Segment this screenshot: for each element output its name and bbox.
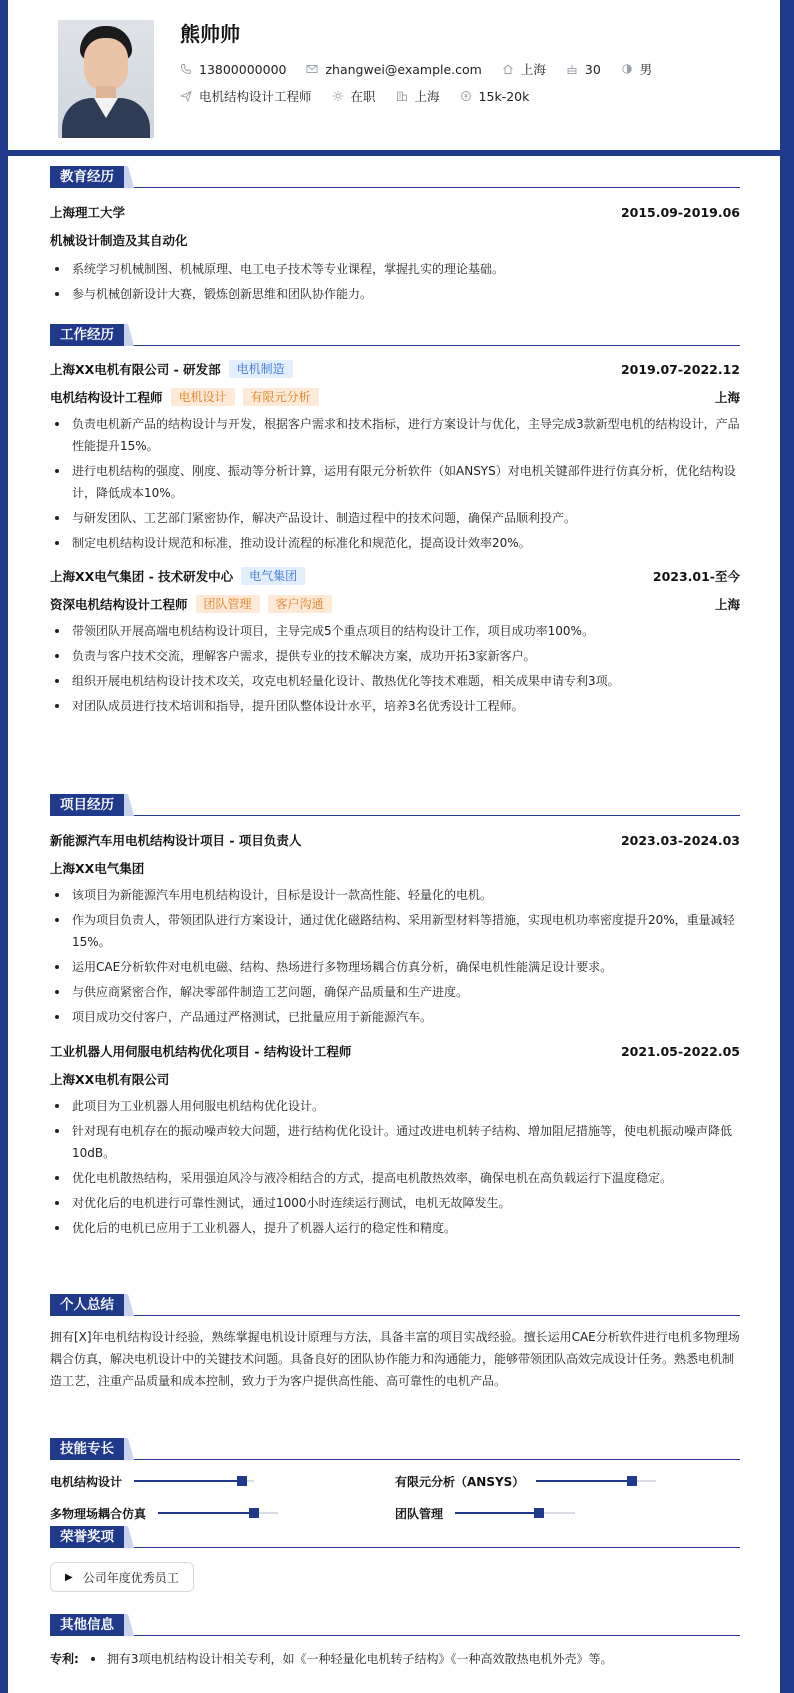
list-item: 此项目为工业机器人用伺服电机结构优化设计。 — [50, 1095, 740, 1117]
list-item: 运用CAE分析软件对电机电磁、结构、热场进行多物理场耦合仿真分析，确保电机性能满足设计要求。 — [50, 956, 740, 978]
gender-icon — [621, 63, 633, 75]
project-section — [50, 790, 740, 1239]
skill-name: 有限元分析（ANSYS） — [395, 1474, 525, 1489]
skill-level-bar — [158, 1512, 278, 1514]
contact-row — [180, 60, 672, 78]
position-item — [180, 87, 312, 105]
location-text: 上海 — [520, 62, 546, 77]
skill-tag: 客户沟通 — [268, 595, 332, 613]
mail-icon — [306, 63, 318, 75]
work-company-row — [50, 566, 740, 586]
work-section — [50, 320, 740, 717]
skill-item — [50, 1470, 395, 1492]
section-header — [50, 1290, 740, 1316]
gender-text: 男 — [639, 62, 653, 77]
job-title: 资深电机结构设计工程师 — [50, 597, 188, 612]
resume-body — [8, 156, 780, 1693]
skill-level-bar — [455, 1512, 575, 1514]
candidate-name: 熊帅帅 — [180, 22, 240, 46]
section-header — [50, 162, 740, 188]
building-icon — [396, 90, 408, 102]
education-section — [50, 162, 740, 305]
other-section — [50, 1610, 740, 1670]
avatar — [58, 20, 154, 138]
list-item: 项目成功交付客户，产品通过严格测试，已批量应用于新能源汽车。 — [50, 1006, 740, 1028]
project-name: 新能源汽车用电机结构设计项目 - 项目负责人 — [50, 833, 302, 848]
project-bullets — [50, 1095, 740, 1239]
project-item — [50, 830, 740, 1028]
section-title: 技能专长 — [50, 1438, 124, 1460]
company-tag: 电气集团 — [241, 567, 305, 585]
cake-icon — [566, 63, 578, 75]
project-org-row — [50, 1069, 740, 1089]
project-org: 上海XX电气集团 — [50, 861, 145, 876]
section-header — [50, 1610, 740, 1636]
work-title-row — [50, 594, 740, 614]
section-title: 个人总结 — [50, 1294, 124, 1316]
education-major-row — [50, 230, 740, 250]
location-item — [502, 60, 546, 78]
education-period: 2015.09-2019.06 — [620, 204, 740, 220]
work-item — [50, 359, 740, 554]
list-item: 参与机械创新设计大赛，锻炼创新思维和团队协作能力。 — [50, 283, 740, 305]
status-text: 在职 — [350, 89, 376, 104]
school-name: 上海理工大学 — [50, 205, 126, 220]
skill-level-knob — [627, 1476, 637, 1486]
skill-level-bar — [536, 1480, 656, 1482]
list-item: 优化电机散热结构，采用强迫风冷与液冷相结合的方式，提高电机散热效率，确保电机在高负载运行下温度稳定。 — [50, 1167, 740, 1189]
project-org-row — [50, 858, 740, 878]
patent-text: 拥有3项电机结构设计相关专利，如《一种轻量化电机转子结构》《一种高效散热电机外壳》等。 — [106, 1652, 613, 1666]
award-name: 公司年度优秀员工 — [82, 1570, 179, 1585]
list-item: 优化后的电机已应用于工业机器人，提升了机器人运行的稳定性和精度。 — [50, 1217, 740, 1239]
section-header — [50, 1522, 740, 1548]
awards-list — [50, 1562, 740, 1592]
section-header — [50, 1434, 740, 1460]
work-period: 2019.07-2022.12 — [620, 361, 740, 377]
project-org: 上海XX电机有限公司 — [50, 1072, 170, 1087]
left-accent-bar — [0, 0, 8, 150]
work-period: 2023.01-至今 — [652, 569, 740, 584]
work-city: 上海 — [714, 390, 740, 405]
section-title: 工作经历 — [50, 324, 124, 346]
coin-icon — [460, 90, 472, 102]
skill-level-bar — [134, 1480, 254, 1482]
project-top-row — [50, 830, 740, 850]
list-item: 与研发团队、工艺部门紧密协作，解决产品设计、制造过程中的技术问题，确保产品顺利投产。 — [50, 507, 740, 529]
email-item — [306, 62, 481, 77]
job-title: 电机结构设计工程师 — [50, 390, 163, 405]
skill-level-knob — [534, 1508, 544, 1518]
project-item — [50, 1041, 740, 1239]
play-icon: ▶ — [65, 1571, 73, 1583]
list-item: 组织开展电机结构设计技术攻关，攻克电机轻量化设计、散热优化等技术难题，相关成果申请专利3项。 — [50, 670, 740, 692]
section-title: 荣誉奖项 — [50, 1526, 124, 1548]
work-bullets — [50, 413, 740, 554]
major-name: 机械设计制造及其自动化 — [50, 233, 188, 248]
project-bullets — [50, 884, 740, 1028]
age-item — [566, 62, 601, 77]
job-intent-row — [180, 87, 549, 105]
skill-level-knob — [237, 1476, 247, 1486]
email-text: zhangwei@example.com — [325, 61, 482, 77]
bullet-dot — [91, 1657, 95, 1661]
summary-text: 拥有[X]年电机结构设计经验，熟练掌握电机设计原理与方法，具备丰富的项目实战经验。擅长运用CAE分析软件进行电机多物理场耦合仿真，解决电机设计中的关键技术问题。具备良好的团队协作能力和沟通能力，能够带领团队高效完成设计任务。熟悉电机制造工艺，注重产品质量和成本控制，致力于为客户提供高性能、高可靠性的电机产品。 — [50, 1330, 740, 1388]
phone-icon — [180, 63, 192, 75]
list-item: 作为项目负责人，带领团队进行方案设计，通过优化磁路结构、采用新型材料等措施，实现电机功率密度提升20%，重量减轻15%。 — [50, 909, 740, 953]
company-name: 上海XX电机有限公司 - 研发部 — [50, 362, 221, 377]
phone-item — [180, 62, 286, 77]
status-item — [332, 87, 376, 105]
skill-item — [395, 1470, 740, 1492]
patent-row — [50, 1648, 740, 1670]
list-item: 针对现有电机存在的振动噪声较大问题，进行结构优化设计。通过改进电机转子结构、增加阻尼措施等，使电机振动噪声降低10dB。 — [50, 1120, 740, 1164]
summary-section — [50, 1290, 740, 1392]
skill-name: 多物理场耦合仿真 — [50, 1506, 147, 1521]
awards-section — [50, 1522, 740, 1592]
project-period: 2023.03-2024.03 — [620, 832, 740, 848]
list-item: 负责与客户技术交流，理解客户需求，提供专业的技术解决方案，成功开拓3家新客户。 — [50, 645, 740, 667]
work-company-row — [50, 359, 740, 379]
skills-section — [50, 1434, 740, 1524]
resume-header — [0, 0, 794, 150]
section-header — [50, 320, 740, 346]
skills-grid — [50, 1470, 740, 1524]
skill-tag: 电机设计 — [171, 388, 235, 406]
position-text: 电机结构设计工程师 — [199, 89, 312, 104]
skill-name: 团队管理 — [395, 1506, 444, 1521]
work-item — [50, 566, 740, 717]
salary-text: 15k-20k — [478, 88, 530, 104]
section-title: 教育经历 — [50, 166, 124, 188]
send-icon — [180, 90, 192, 102]
project-top-row — [50, 1041, 740, 1061]
home-icon — [502, 63, 514, 75]
company-tag: 电机制造 — [229, 360, 293, 378]
list-item: 该项目为新能源汽车用电机结构设计，目标是设计一款高性能、轻量化的电机。 — [50, 884, 740, 906]
list-item: 制定电机结构设计规范和标准，推动设计流程的标准化和规范化，提高设计效率20%。 — [50, 532, 740, 554]
work-title-row — [50, 387, 740, 407]
list-item: 对优化后的电机进行可靠性测试，通过1000小时连续运行测试，电机无故障发生。 — [50, 1192, 740, 1214]
skill-level-knob — [249, 1508, 259, 1518]
section-title: 项目经历 — [50, 794, 124, 816]
gender-item — [621, 60, 653, 78]
gear-icon — [332, 90, 344, 102]
work-city: 上海 — [714, 597, 740, 612]
skill-tag: 团队管理 — [196, 595, 260, 613]
work-bullets — [50, 620, 740, 717]
target-city-text: 上海 — [414, 89, 440, 104]
skill-item — [395, 1502, 740, 1524]
phone-text: 13800000000 — [199, 61, 287, 77]
education-top-row — [50, 202, 740, 222]
right-accent-bar — [780, 0, 794, 150]
section-title: 其他信息 — [50, 1614, 124, 1636]
list-item: 与供应商紧密合作，解决零部件制造工艺问题，确保产品质量和生产进度。 — [50, 981, 740, 1003]
project-name: 工业机器人用伺服电机结构优化项目 - 结构设计工程师 — [50, 1044, 352, 1059]
skill-name: 电机结构设计 — [50, 1474, 123, 1489]
patent-label: 专利: — [50, 1652, 79, 1666]
section-header — [50, 790, 740, 816]
list-item: 负责电机新产品的结构设计与开发，根据客户需求和技术指标，进行方案设计与优化，主导完成3款新型电机的结构设计，产品性能提升15%。 — [50, 413, 740, 457]
education-bullets — [50, 258, 740, 305]
education-item — [50, 202, 740, 305]
award-chip — [50, 1562, 194, 1592]
list-item: 系统学习机械制图、机械原理、电工电子技术等专业课程，掌握扎实的理论基础。 — [50, 258, 740, 280]
project-period: 2021.05-2022.05 — [620, 1043, 740, 1059]
list-item: 对团队成员进行技术培训和指导，提升团队整体设计水平，培养3名优秀设计工程师。 — [50, 695, 740, 717]
list-item: 进行电机结构的强度、刚度、振动等分析计算，运用有限元分析软件（如ANSYS）对电机关键部件进行仿真分析，优化结构设计，降低成本10%。 — [50, 460, 740, 504]
target-city-item — [396, 87, 440, 105]
list-item: 带领团队开展高端电机结构设计项目，主导完成5个重点项目的结构设计工作，项目成功率100%。 — [50, 620, 740, 642]
skill-item — [50, 1502, 395, 1524]
salary-item — [460, 89, 530, 104]
company-name: 上海XX电气集团 - 技术研发中心 — [50, 569, 234, 584]
skill-tag: 有限元分析 — [243, 388, 319, 406]
age-text: 30 — [584, 61, 601, 77]
